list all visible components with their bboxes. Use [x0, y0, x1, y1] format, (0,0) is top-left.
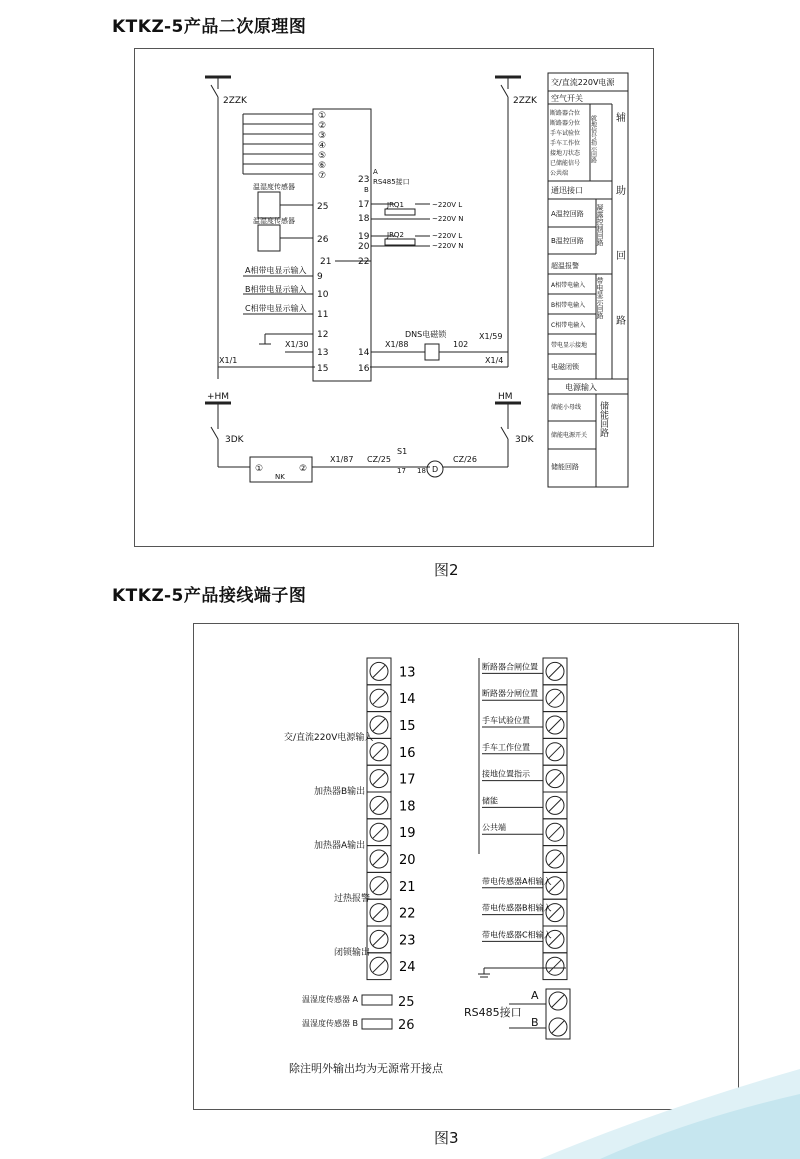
figure3-title: KTKZ-5产品接线端子图: [112, 586, 307, 606]
sensor-label: 温湿度传感器: [253, 217, 295, 225]
terminal-cell: [367, 899, 416, 926]
table-cell: 断路器合位: [550, 110, 581, 117]
footnote: 除注明外输出均为无源常开接点: [289, 1062, 443, 1075]
ac-label: ~220V L: [432, 232, 463, 240]
wire-label: CZ/26: [453, 455, 477, 464]
table-cell: 辅: [616, 113, 626, 124]
table-cell: 储能小母线: [551, 404, 582, 411]
terminal-number: ①: [318, 111, 327, 121]
wire-label: CZ/25: [367, 455, 391, 464]
terminal-label: 闭锁输出: [334, 948, 371, 958]
table-cell: 已储能信号: [550, 160, 581, 167]
terminal-number: ②: [299, 464, 308, 474]
terminal-number: 17: [399, 772, 416, 788]
wire-label: X1/30: [285, 340, 309, 349]
terminal-number: 25: [317, 202, 329, 212]
decorative-swoosh: [540, 1039, 800, 1159]
dns-lock-label: DNS电磁锁: [405, 330, 447, 339]
terminal-number: ③: [318, 131, 327, 141]
hm-label: HM: [498, 392, 513, 402]
terminal-label: 接地位置指示: [482, 769, 530, 779]
terminal-cell: [543, 658, 567, 685]
table-cell: 公共端: [550, 170, 569, 177]
terminal-number: ⑤: [318, 151, 327, 161]
right-terminal-block: [479, 658, 567, 980]
terminal-cell: [367, 658, 416, 685]
terminal-number: 16: [358, 364, 370, 374]
terminal-number: 20: [358, 242, 370, 252]
terminal-number: 15: [317, 364, 329, 374]
figure3-caption: 图3: [434, 1129, 459, 1147]
table-cell-vertical: 凝露控制回路: [596, 204, 604, 246]
table-cell: 交/直流220V电源: [551, 78, 615, 87]
table-cell: A温控回路: [551, 210, 584, 218]
table-cell-vertical: 就地信号指示回路: [589, 115, 597, 163]
wire-label: X1/59: [479, 332, 503, 341]
terminal-label: 手车试验位置: [482, 716, 530, 725]
breaker-label-left: 2ZZK: [223, 96, 247, 106]
table-cell: B相带电输入: [551, 302, 586, 309]
terminal-number: 26: [317, 235, 329, 245]
terminal-number: ④: [318, 141, 327, 151]
terminal-cell: [543, 765, 567, 792]
terminal-cell: [367, 685, 416, 712]
figure2-frame: [134, 48, 654, 547]
terminal-number: 9: [317, 272, 323, 282]
figure3-frame: [193, 623, 739, 1110]
table-cell: 手车工作位: [550, 140, 581, 147]
terminal-number: 19: [358, 232, 370, 242]
terminal-number: 22: [358, 257, 370, 267]
switch-label: 3DK: [225, 435, 244, 445]
breaker-label-right: 2ZZK: [513, 96, 537, 106]
sensor-label: 温湿度传感器 B: [302, 1019, 359, 1028]
table-cell: 助: [616, 186, 626, 197]
table-cell: 超温报警: [551, 262, 579, 270]
hm-plus-label: +HM: [207, 392, 230, 402]
terminal-number: ②: [318, 121, 327, 131]
terminal-label: 加热器A输出: [314, 841, 366, 851]
table-cell: C相带电输入: [551, 322, 586, 329]
terminal-number: 20: [399, 853, 416, 868]
table-cell: 手车试验位: [550, 130, 581, 137]
input-label: A相带电显示输入: [245, 266, 307, 275]
ac-label: ~220V N: [432, 242, 464, 250]
terminal-cell: [367, 846, 416, 873]
terminal-cell: [543, 953, 567, 980]
terminal-label: 交/直流220V电源输入: [284, 733, 374, 743]
wire-label: 18: [417, 467, 426, 475]
table-cell: B温控回路: [551, 237, 584, 245]
terminal-number: 21: [399, 879, 416, 895]
ac-label: ~220V L: [432, 201, 463, 209]
terminal-label: 断路器合闸位置: [482, 662, 538, 672]
terminal-cell: [367, 738, 416, 765]
terminal-cell: [367, 872, 416, 899]
table-cell: 储能电源开关: [551, 432, 588, 439]
ac-label: ~220V N: [432, 215, 464, 223]
terminal-cell: [367, 792, 416, 819]
table-cell: 断路器分位: [550, 120, 581, 127]
terminal-cell: [543, 846, 567, 873]
terminal-cell: [543, 738, 567, 765]
terminal-label: 储能: [482, 796, 498, 806]
terminal-number: 21: [320, 257, 332, 267]
terminal-label: 加热器B输出: [314, 787, 366, 797]
jrq1-label: JRQ1: [387, 201, 404, 209]
terminal-cell: [367, 953, 416, 980]
terminal-number: ①: [255, 464, 264, 474]
table-cell: 回: [616, 251, 626, 262]
terminal-label: 公共端: [482, 823, 506, 833]
rs485-a-label: A: [531, 989, 539, 1002]
input-label: B相带电显示输入: [245, 285, 307, 294]
figure2-title: KTKZ-5产品二次原理图: [112, 17, 307, 37]
rs485-label: RS485接口: [373, 178, 410, 186]
terminal-label: 过热报警: [334, 894, 371, 904]
terminal-label: 带电传感器A相输入: [482, 876, 552, 886]
rs485-label: RS485接口: [464, 1006, 522, 1019]
terminal-label: 手车工作位置: [482, 742, 530, 752]
terminal-number: 23: [358, 175, 370, 185]
terminal-number: 25: [398, 995, 415, 1010]
terminal-diagram: [194, 624, 738, 1109]
terminal-number: ⑦: [318, 171, 327, 181]
terminal-number: 24: [399, 960, 416, 976]
wire-label: 17: [397, 467, 406, 475]
rs485-a-label: A: [373, 168, 378, 176]
input-label: C相带电显示输入: [245, 304, 307, 313]
terminal-number: 16: [399, 745, 416, 761]
table-cell: 路: [616, 316, 626, 327]
terminal-number: 17: [358, 200, 370, 210]
terminal-cell: [367, 819, 416, 846]
table-cell: 电源输入: [565, 383, 597, 392]
terminal-number: 14: [399, 692, 416, 708]
sensor-label: 温湿度传感器: [253, 183, 295, 191]
terminal-number: 10: [317, 290, 329, 300]
nk-label: NK: [275, 473, 285, 481]
switch-label: 3DK: [515, 435, 534, 445]
sensor-label: 温湿度传感器 A: [302, 995, 359, 1004]
terminal-number: 22: [399, 906, 416, 922]
terminal-cell: [367, 765, 416, 792]
jrq2-label: JRQ2: [387, 231, 404, 239]
terminal-cell: [543, 712, 567, 739]
terminal-cell: [543, 819, 567, 846]
table-cell-vertical: 带电显示回路: [596, 277, 604, 319]
wire-label: X1/88: [385, 340, 409, 349]
rs485-b-label: B: [531, 1016, 539, 1029]
terminal-number: 11: [317, 310, 329, 320]
rs485-b-label: B: [364, 186, 369, 194]
terminal-number: 13: [399, 665, 416, 681]
left-terminal-block: [367, 658, 416, 980]
table-cell-vertical: 储能回路: [598, 401, 608, 437]
terminal-number: 13: [317, 348, 329, 358]
terminal-cell: [543, 685, 567, 712]
terminal-cell: [367, 712, 416, 739]
table-cell: 通迅接口: [551, 186, 583, 195]
wire-label: X1/87: [330, 455, 354, 464]
table-cell: 空气开关: [551, 94, 583, 103]
wire-label: X1/1: [219, 356, 238, 365]
terminal-number: ⑥: [318, 161, 327, 171]
figure2-caption: 图2: [434, 561, 459, 579]
terminal-number: 23: [399, 933, 416, 949]
terminal-number: 26: [398, 1018, 415, 1033]
terminal-number: 15: [399, 719, 416, 734]
table-cell: A相带电输入: [551, 282, 586, 289]
table-cell: 接地刀状态: [550, 150, 581, 157]
terminal-cell: [367, 926, 416, 953]
schematic-diagram: [135, 49, 653, 546]
table-cell: 带电显示接地: [551, 342, 588, 349]
table-cell: 电磁闭锁: [551, 363, 579, 371]
table-cell: 储能回路: [551, 463, 579, 471]
terminal-number: 12: [317, 330, 329, 340]
terminal-number: 14: [358, 348, 370, 358]
switch-label: S1: [397, 447, 408, 456]
wire-label: X1/4: [485, 356, 504, 365]
terminal-label: 带电传感器C相输入: [482, 930, 552, 940]
terminal-number: 18: [358, 214, 370, 224]
terminal-cell: [543, 792, 567, 819]
wire-label: 102: [453, 340, 469, 349]
terminal-label: 断路器分闸位置: [482, 689, 538, 699]
terminal-label: 带电传感器B相输入: [482, 903, 552, 913]
terminal-number: 19: [399, 826, 416, 842]
motor-label: D: [432, 465, 439, 474]
terminal-number: 18: [399, 799, 416, 815]
